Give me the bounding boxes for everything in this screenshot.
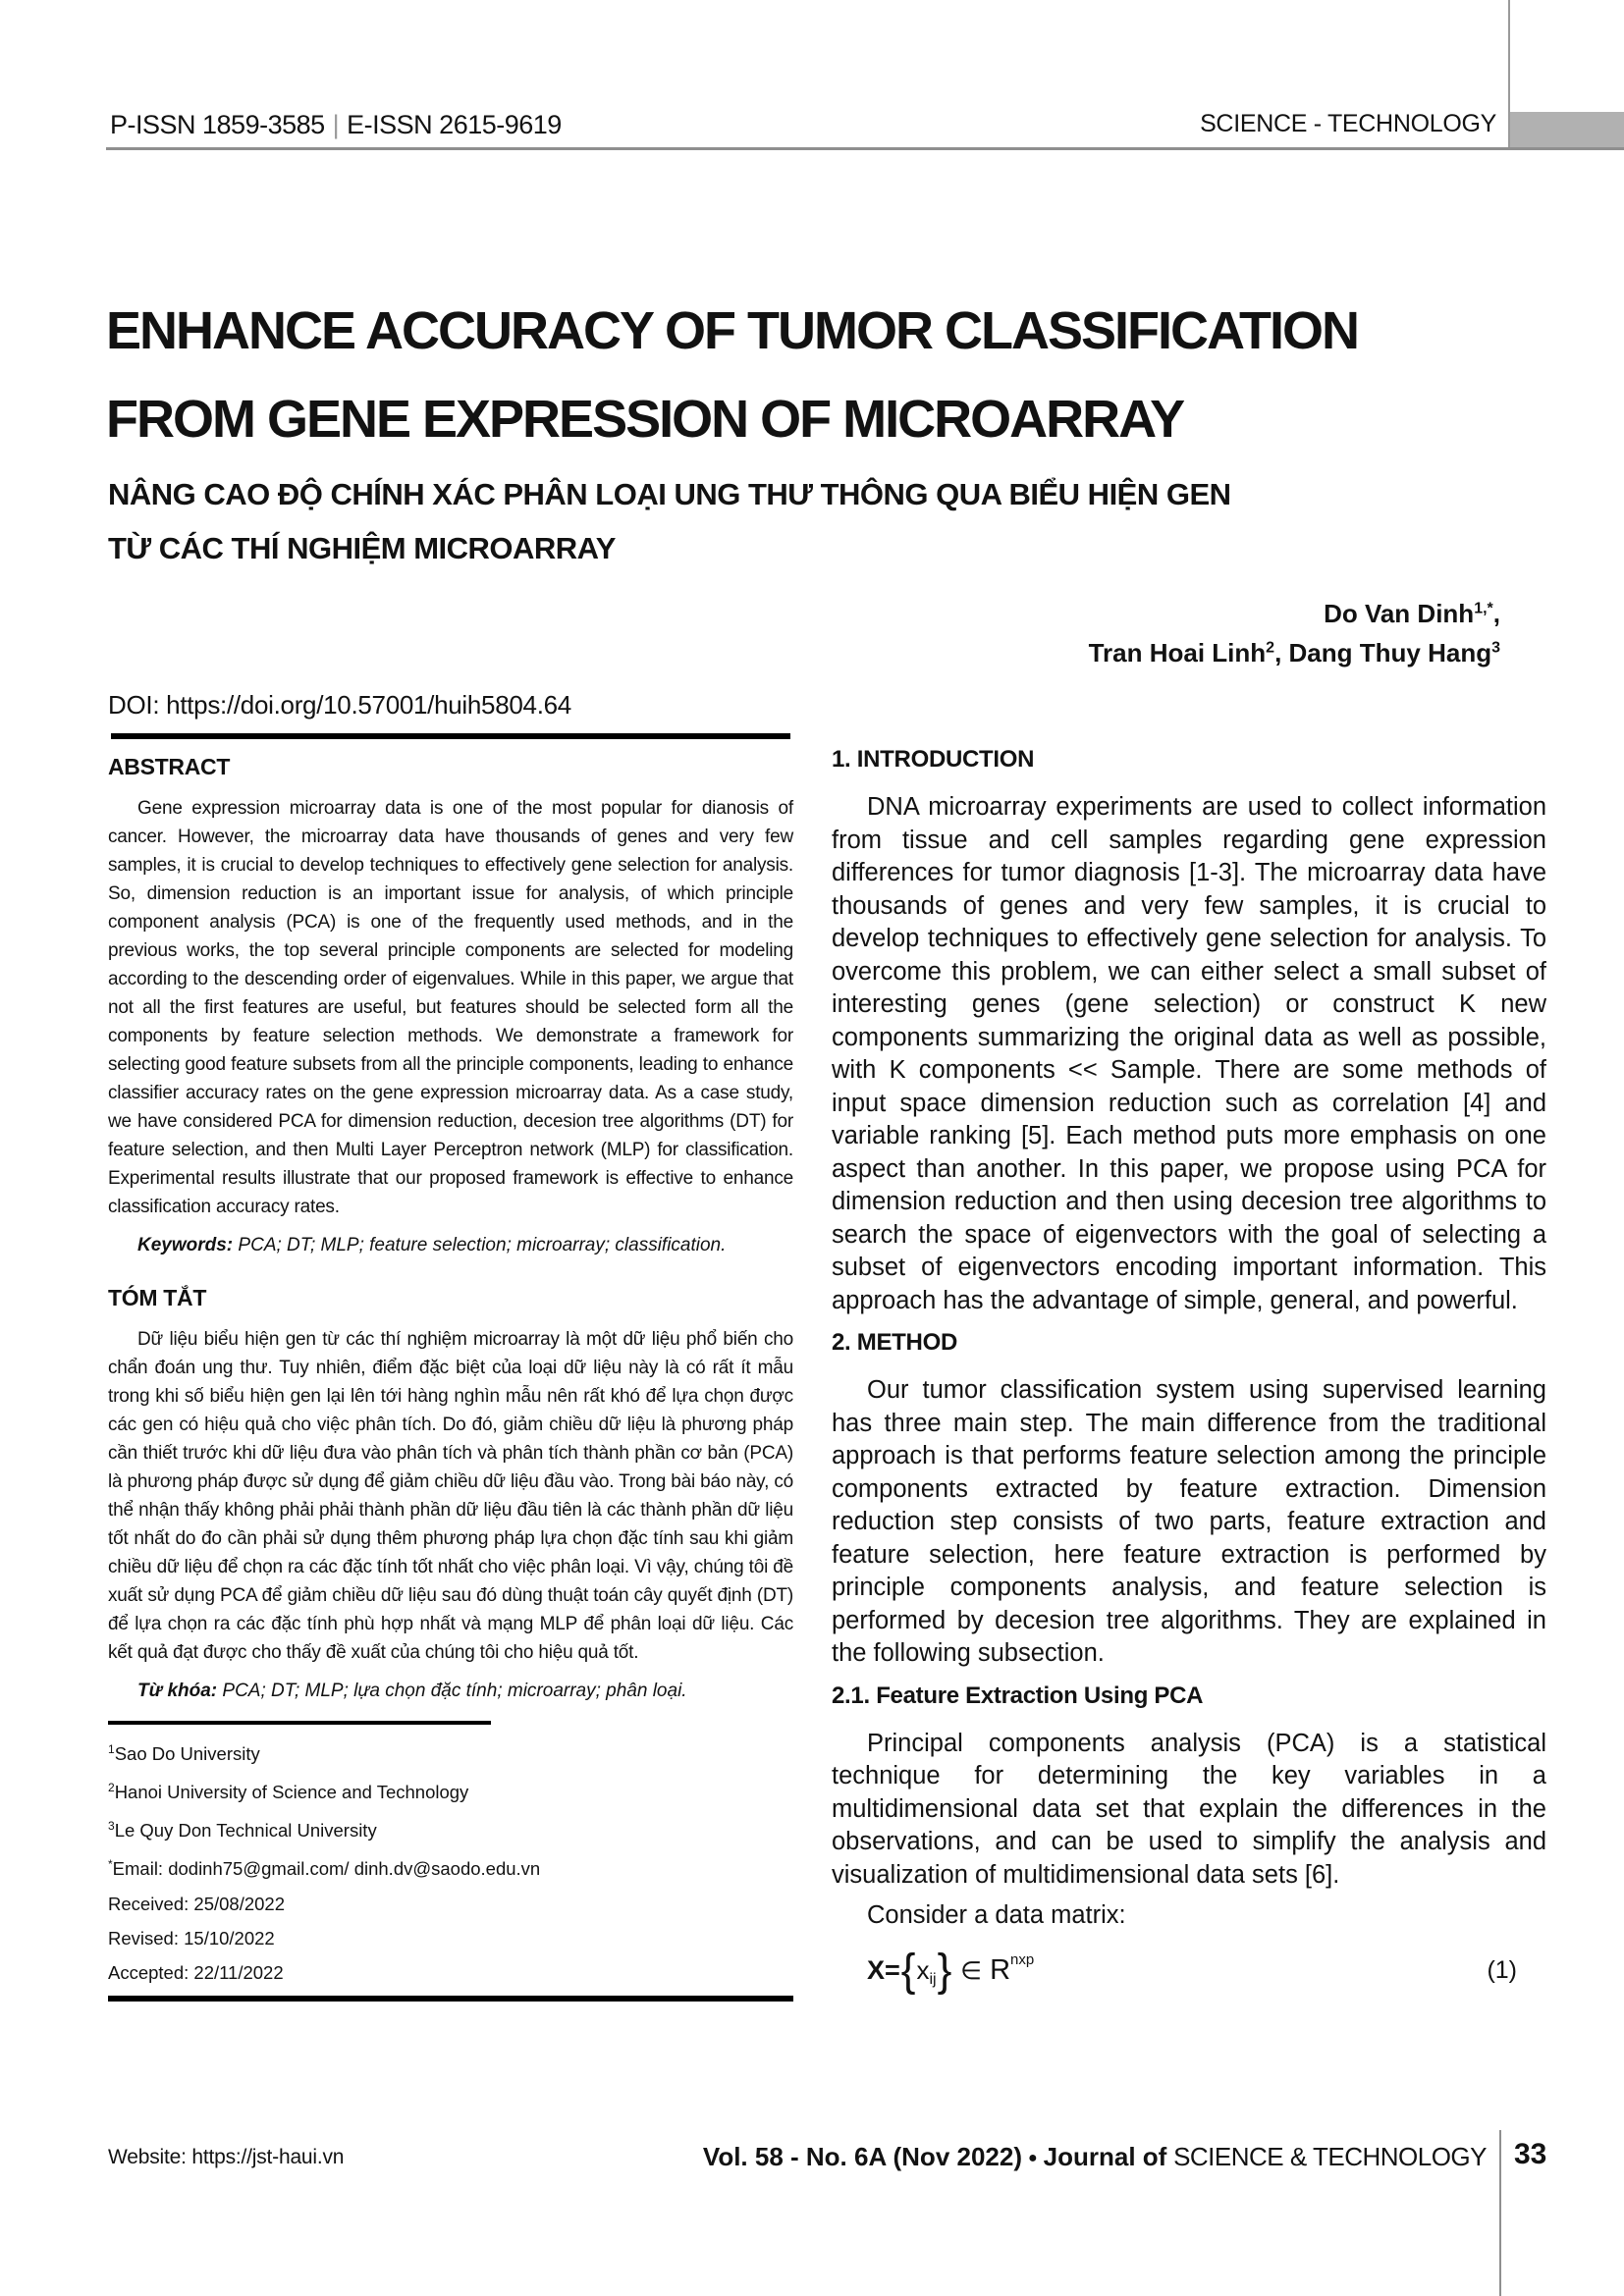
header-rule [106,147,1624,150]
equation-superscript: nxp [1010,1951,1035,1968]
equation-1 [832,1943,1546,2000]
author-1-name: Do Van Dinh [1324,599,1475,628]
abstract-heading: ABSTRACT [108,754,231,779]
header-gray-box [1510,112,1624,149]
equation-variable: x [916,1955,930,1985]
affiliation-3-mark: 3 [108,1819,115,1834]
keywords-label: Keywords: [137,1235,234,1255]
introduction-heading: 1. INTRODUCTION [832,746,1035,773]
article-subtitle-line1: NÂNG CAO ĐỘ CHÍNH XÁC PHÂN LOẠI UNG THƯ THÔNG QUA BIỂU HIỆN GEN [108,477,1231,511]
issn-print: P-ISSN 1859-3585 [110,110,325,139]
email-mark: * [108,1857,113,1872]
tukhoa-line [108,1677,793,1705]
section-label: SCIENCE - TECHNOLOGY [1200,110,1496,137]
affiliation-1 [108,1733,793,1771]
affiliation-2 [108,1771,793,1809]
issn-online: E-ISSN 2615-9619 [347,110,562,139]
author-2-name: Tran Hoai Linh [1088,638,1267,667]
abstract-body: Gene expression microarray data is one of the most popular for dianosis of cancer. However, the microarray data have thousands of genes and very few samples, it is crucial to develop techniques to effectively gene selection for analysis. So, dimension reduction is an important issue for analysis, of which principle component analysis (PCA) is one of the frequently used methods, and in the previous works, the top several principle components are selected for modeling according to the descending order of eigenvalues. While in this paper, we argue that not all the first features are useful, but features should be selected form all the components by feature selection methods. We demonstrate a framework for selecting good feature subsets from all the principle components, leading to enhance classifier accuracy rates on the gene expression microarray data. As a case study, we have considered PCA for dimension reduction, decesion tree algorithms (DT) for feature selection, and then Multi Layer Perceptron network (MLP) for classification. Experimental results illustrate that our proposed framework is effective to enhance classification accuracy rates. [108,798,793,1217]
right-column [832,746,1546,2000]
affiliation-1-text: Sao Do University [114,1743,260,1765]
tomtat-heading: TÓM TẮT [108,1285,207,1310]
author-line-1 [1089,594,1500,633]
issn-line [110,110,562,140]
introduction-body: DNA microarray experiments are used to collect information from tissue and cell samples regarding gene expression differences for tumor diagnosis [1-3]. The microarray data have thousands of genes and very few samples, it is crucial to develop techniques to effectively gene selection for analysis. To overcome this problem, we can either select a small subset of interesting genes (gene selection) or construct K new components summarizing the original data as well as possible, with K components << Sample. There are some methods of input space dimension reduction such as correlation [4] and variable ranking [5]. Each method puts more emphasis on one aspect than another. In this paper, we propose using PCA for dimension reduction and then using decesion tree algorithms to search the space of eigenvectors with the goal of selecting a subset of eigenvectors encoding important information. This approach has the advantage of simple, general, and powerful. [832,793,1546,1314]
page-number: 33 [1514,2138,1547,2170]
footer-journal-of: Journal of [1043,2142,1167,2171]
consider-line: Consider a data matrix: [867,1901,1126,1929]
footer-volume: Vol. 58 - No. 6A (Nov 2022) [702,2142,1022,2171]
footnotes-block [108,1733,793,1990]
pca-subsection-heading: 2.1. Feature Extraction Using PCA [832,1682,1204,1709]
footnote-rule [108,1721,491,1725]
affiliation-2-text: Hanoi University of Science and Technology [114,1782,469,1803]
author-3-affiliation-mark: 3 [1491,639,1500,657]
method-heading: 2. METHOD [832,1329,957,1356]
tomtat-body: Dữ liệu biểu hiện gen từ các thí nghiệm microarray là một dữ liệu phổ biến cho chẩn đoán ung thư. Tuy nhiên, điểm đặc biệt của loại dữ liệu này là có rất ít mẫu trong khi số biểu hiện gen lại lên tới hàng nghìn mẫu nên rất khó để lựa chọn được các gen có hiệu quả cho việc phân tích. Do đó, giảm chiều dữ liệu là phương pháp cần thiết trước khi dữ liệu đưa vào phân tích và phân tích thành phần cơ bản (PCA) là phương pháp được sử dụng để giảm chiều dữ liệu đầu vào. Trong bài báo này, có thể nhận thấy không phải phải thành phần dữ liệu đầu tiên là các thành phần dữ liệu tốt nhất do đo cần phải sử dụng thêm phương pháp lựa chọn đặc tính sau khi giảm chiều dữ liệu để chọn ra các đặc tính tốt nhất cho việc phân loại. Vì vậy, chúng tôi đề xuất sử dụng PCA để giảm chiều dữ liệu sau đó dùng thuật toán cây quyết định (DT) để lựa chọn ra các đặc tính phù hợp nhất và mạng MLP để phân loại dữ liệu. Các kết quả đạt được cho thấy đề xuất của chúng tôi cho hiệu quả tốt. [108,1329,793,1663]
affiliation-1-mark: 1 [108,1742,115,1756]
tukhoa-text: PCA; DT; MLP; lựa chọn đặc tính; microarray; phân loại. [217,1681,687,1701]
article-subtitle-line2: TỪ CÁC THÍ NGHIỆM MICROARRAY [108,531,616,565]
author-3-name: Dang Thuy Hang [1288,638,1492,667]
footer-website: Website: https://jst-haui.vn [108,2146,345,2168]
pca-body: Principal components analysis (PCA) is a statistical technique for determining the key variables in a multidimensional data set that explain the differences in the observations, and can be used to simplify the analysis and visualization of multidimensional data sets [6]. [832,1729,1546,1889]
footer-vertical-line [1499,2130,1501,2296]
author-separator: , [1274,638,1289,667]
author-1-affiliation-mark: 1,* [1474,600,1493,617]
email-line [108,1847,793,1886]
affiliation-3 [108,1809,793,1847]
equation-subscript: ij [929,1970,937,1988]
keywords-line [108,1231,793,1259]
authors-block [1089,594,1500,672]
method-body: Our tumor classification system using supervised learning has three main step. The main difference from the traditional approach is that performs feature selection among the principle components extracted by feature extraction. Dimension reduction step consists of two parts, feature extraction and feature selection, here feature extraction is performed by principle components analysis, and feature selection is performed by decesion tree algorithms. They are explained in the following subsection. [832,1376,1546,1667]
revised-date: Revised: 15/10/2022 [108,1927,275,1949]
tukhoa-label: Từ khóa: [137,1681,218,1701]
article-title-line2: FROM GENE EXPRESSION OF MICROARRAY [106,390,1184,449]
footer-volume-line [703,2142,1487,2172]
accepted-date: Accepted: 22/11/2022 [108,1961,284,1983]
equation-lhs: X= [867,1955,900,1985]
doi-line: DOI: https://doi.org/10.57001/huih5804.64 [108,690,571,720]
footer-journal-name: SCIENCE & TECHNOLOGY [1166,2142,1487,2171]
keywords-text: PCA; DT; MLP; feature selection; microarray; classification. [233,1235,727,1255]
affiliation-2-mark: 2 [108,1781,115,1795]
equation-number: (1) [1487,1956,1517,1984]
author-2-affiliation-mark: 2 [1266,639,1275,657]
footer-bullet-icon: ● [1028,2150,1038,2166]
affiliation-3-text: Le Quy Don Technical University [114,1820,377,1842]
article-title-line1: ENHANCE ACCURACY OF TUMOR CLASSIFICATION [106,301,1358,360]
element-of-symbol: ∈ [960,1956,983,1985]
author-1-comma: , [1492,599,1500,628]
left-column-bottom-rule [108,1996,793,2002]
received-date: Received: 25/08/2022 [108,1893,285,1914]
doi-rule [111,733,790,739]
author-line-2 [1089,633,1500,672]
equation-close-brace: } [937,1945,952,1996]
left-column [108,754,793,2002]
equation-open-brace: { [900,1945,916,1996]
issn-separator: | [332,110,340,139]
equation-set: R [990,1954,1011,1986]
email-text: Email: dodinh75@gmail.com/ dinh.dv@saodo.edu.vn [112,1858,541,1880]
